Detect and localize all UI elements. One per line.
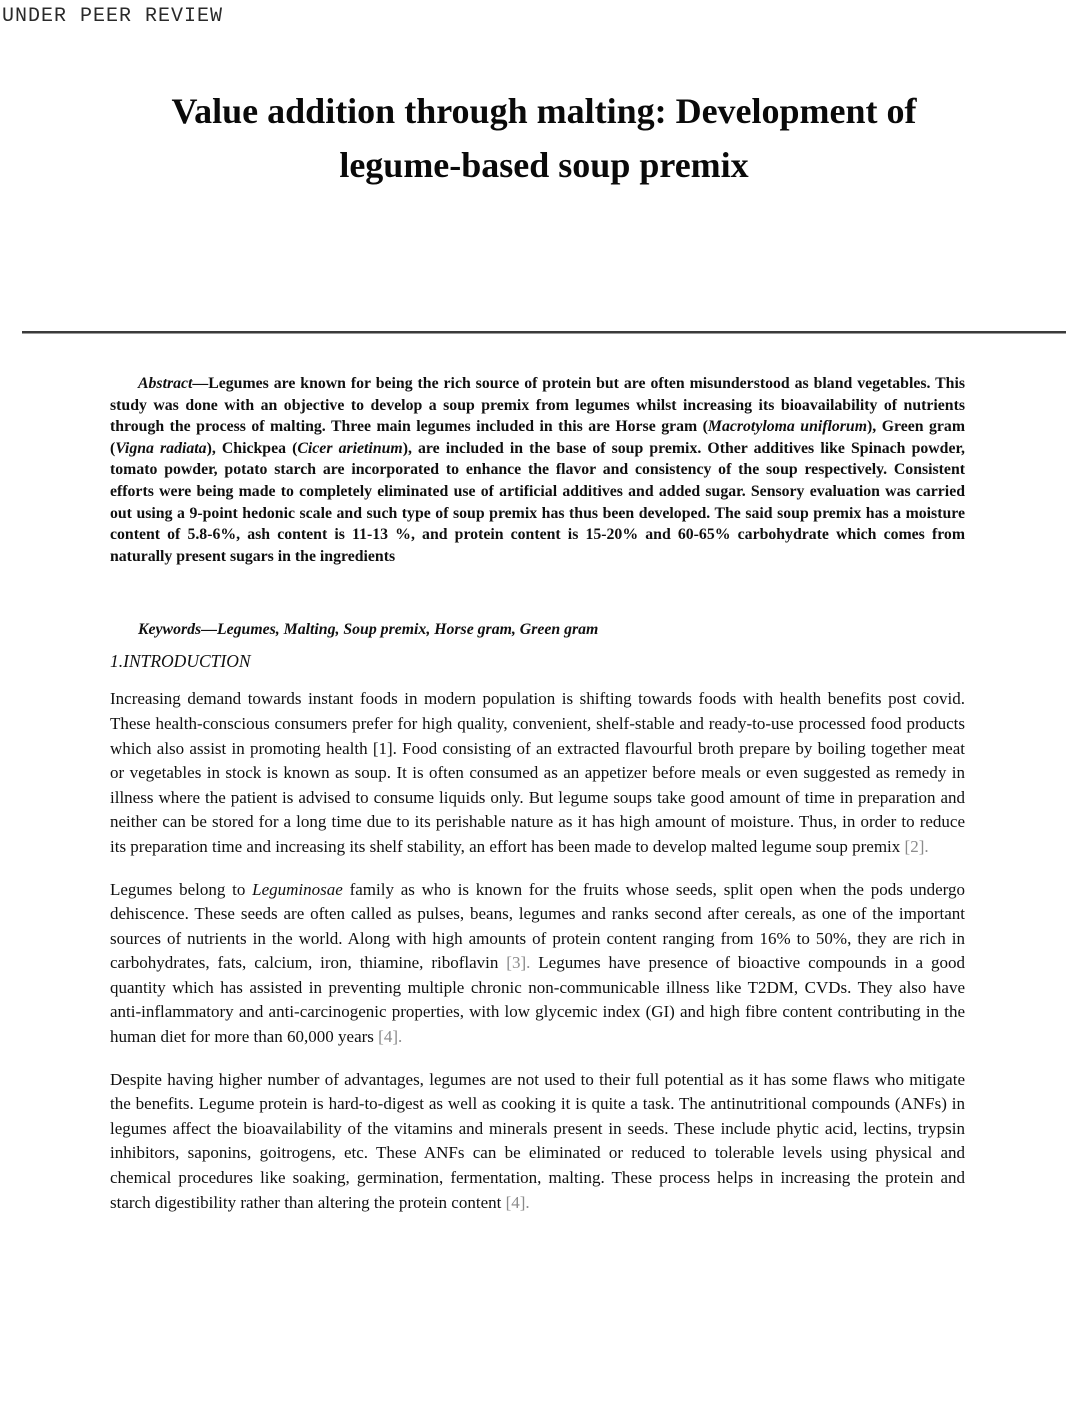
article-body [110,373,965,1215]
section-divider [22,331,1066,334]
title-line-2: legume-based soup premix [339,145,749,185]
intro-paragraph-1: Increasing demand towards instant foods in modern population is shifting towards foods with health benefits post covid. These health-conscious consumers prefer for high quality, convenient, shelf-stable and ready-to-use processed food products which also assist in promoting health [1]. Food consisting of an extracted flavourful broth prepare by boiling together meat or vegetables in stock is known as soup. It is often consumed as an appetizer before meals or even suggested as remedy in illness where the patient is advised to consume liquids only. But legume soups take good amount of time in preparation and neither can be stored for a long time due to its perishable nature as it has high amount of moisture. Thus, in order to reduce its preparation time and increasing its shelf stability, an effort has been made to develop malted legume soup premix [2]. [110,689,965,856]
abstract-paragraph: Abstract—Legumes are known for being the rich source of protein but are often misunderstood as bland vegetables. This study was done with an objective to develop a soup premix from legumes whilst increasing its bioavailability of nutrients through the process of malting. Three main legumes included in this are Horse gram (Macrotyloma uniflorum), Green gram (Vigna radiata), Chickpea (Cicer arietinum), are included in the base of soup premix. Other additives like Spinach powder, tomato powder, potato starch are incorporated to enhance the flavor and consistency of the soup respectively. Consistent efforts were being made to completely eliminated use of artificial additives and added sugar. Sensory evaluation was carried out using a 9-point hedonic scale and such type of soup premix has thus been developed. The said soup premix has a moisture content of 5.8-6%, ash content is 11-13 %, and protein content is 15-20% and 60-65% carbohydrate which comes from naturally present sugars in the ingredients [110,375,965,565]
introduction-heading: 1.INTRODUCTION [110,651,251,672]
intro-paragraph-3: Despite having higher number of advantages, legumes are not used to their full potential as it has some flaws who mitigate the benefits. Legume protein is hard-to-digest as well as cooking it is quite a task. The antinutritional compounds (ANFs) in legumes affect the bioavailability of the vitamins and minerals present in seeds. These include phytic acid, lectins, trypsin inhibitors, saponins, goitrogens, etc. These ANFs can be eliminated or reduced to tolerable levels using physical and chemical procedures like soaking, germination, fermentation, malting. These process helps in increasing the protein and starch digestibility rather than altering the protein content [4]. [110,1069,965,1212]
page-title [0,0,1088,192]
intro-paragraph-2: Legumes belong to Leguminosae family as who is known for the fruits whose seeds, split open when the pods undergo dehiscence. These seeds are often called as pulses, beans, legumes and ranks second after cereals, as one of the important sources of nutrients in the world. Along with high amounts of protein content ranging from 16% to 50%, they are rich in carbohydrates, fats, calcium, iron, thiamine, riboflavin [3]. Legumes have presence of bioactive compounds in a good quantity which has assisted in preventing multiple chronic non-communicable illness like T2DM, CVDs. They also have anti-inflammatory and anti-carcinogenic properties, with low glycemic index (GI) and high fibre content contributing in the human diet for more than 60,000 years [4]. [110,879,965,1047]
peer-review-watermark: UNDER PEER REVIEW [2,5,224,28]
title-line-1: Value addition through malting: Development of [171,91,917,131]
keywords-line: Keywords—Legumes, Malting, Soup premix, Horse gram, Green gram [138,621,599,639]
